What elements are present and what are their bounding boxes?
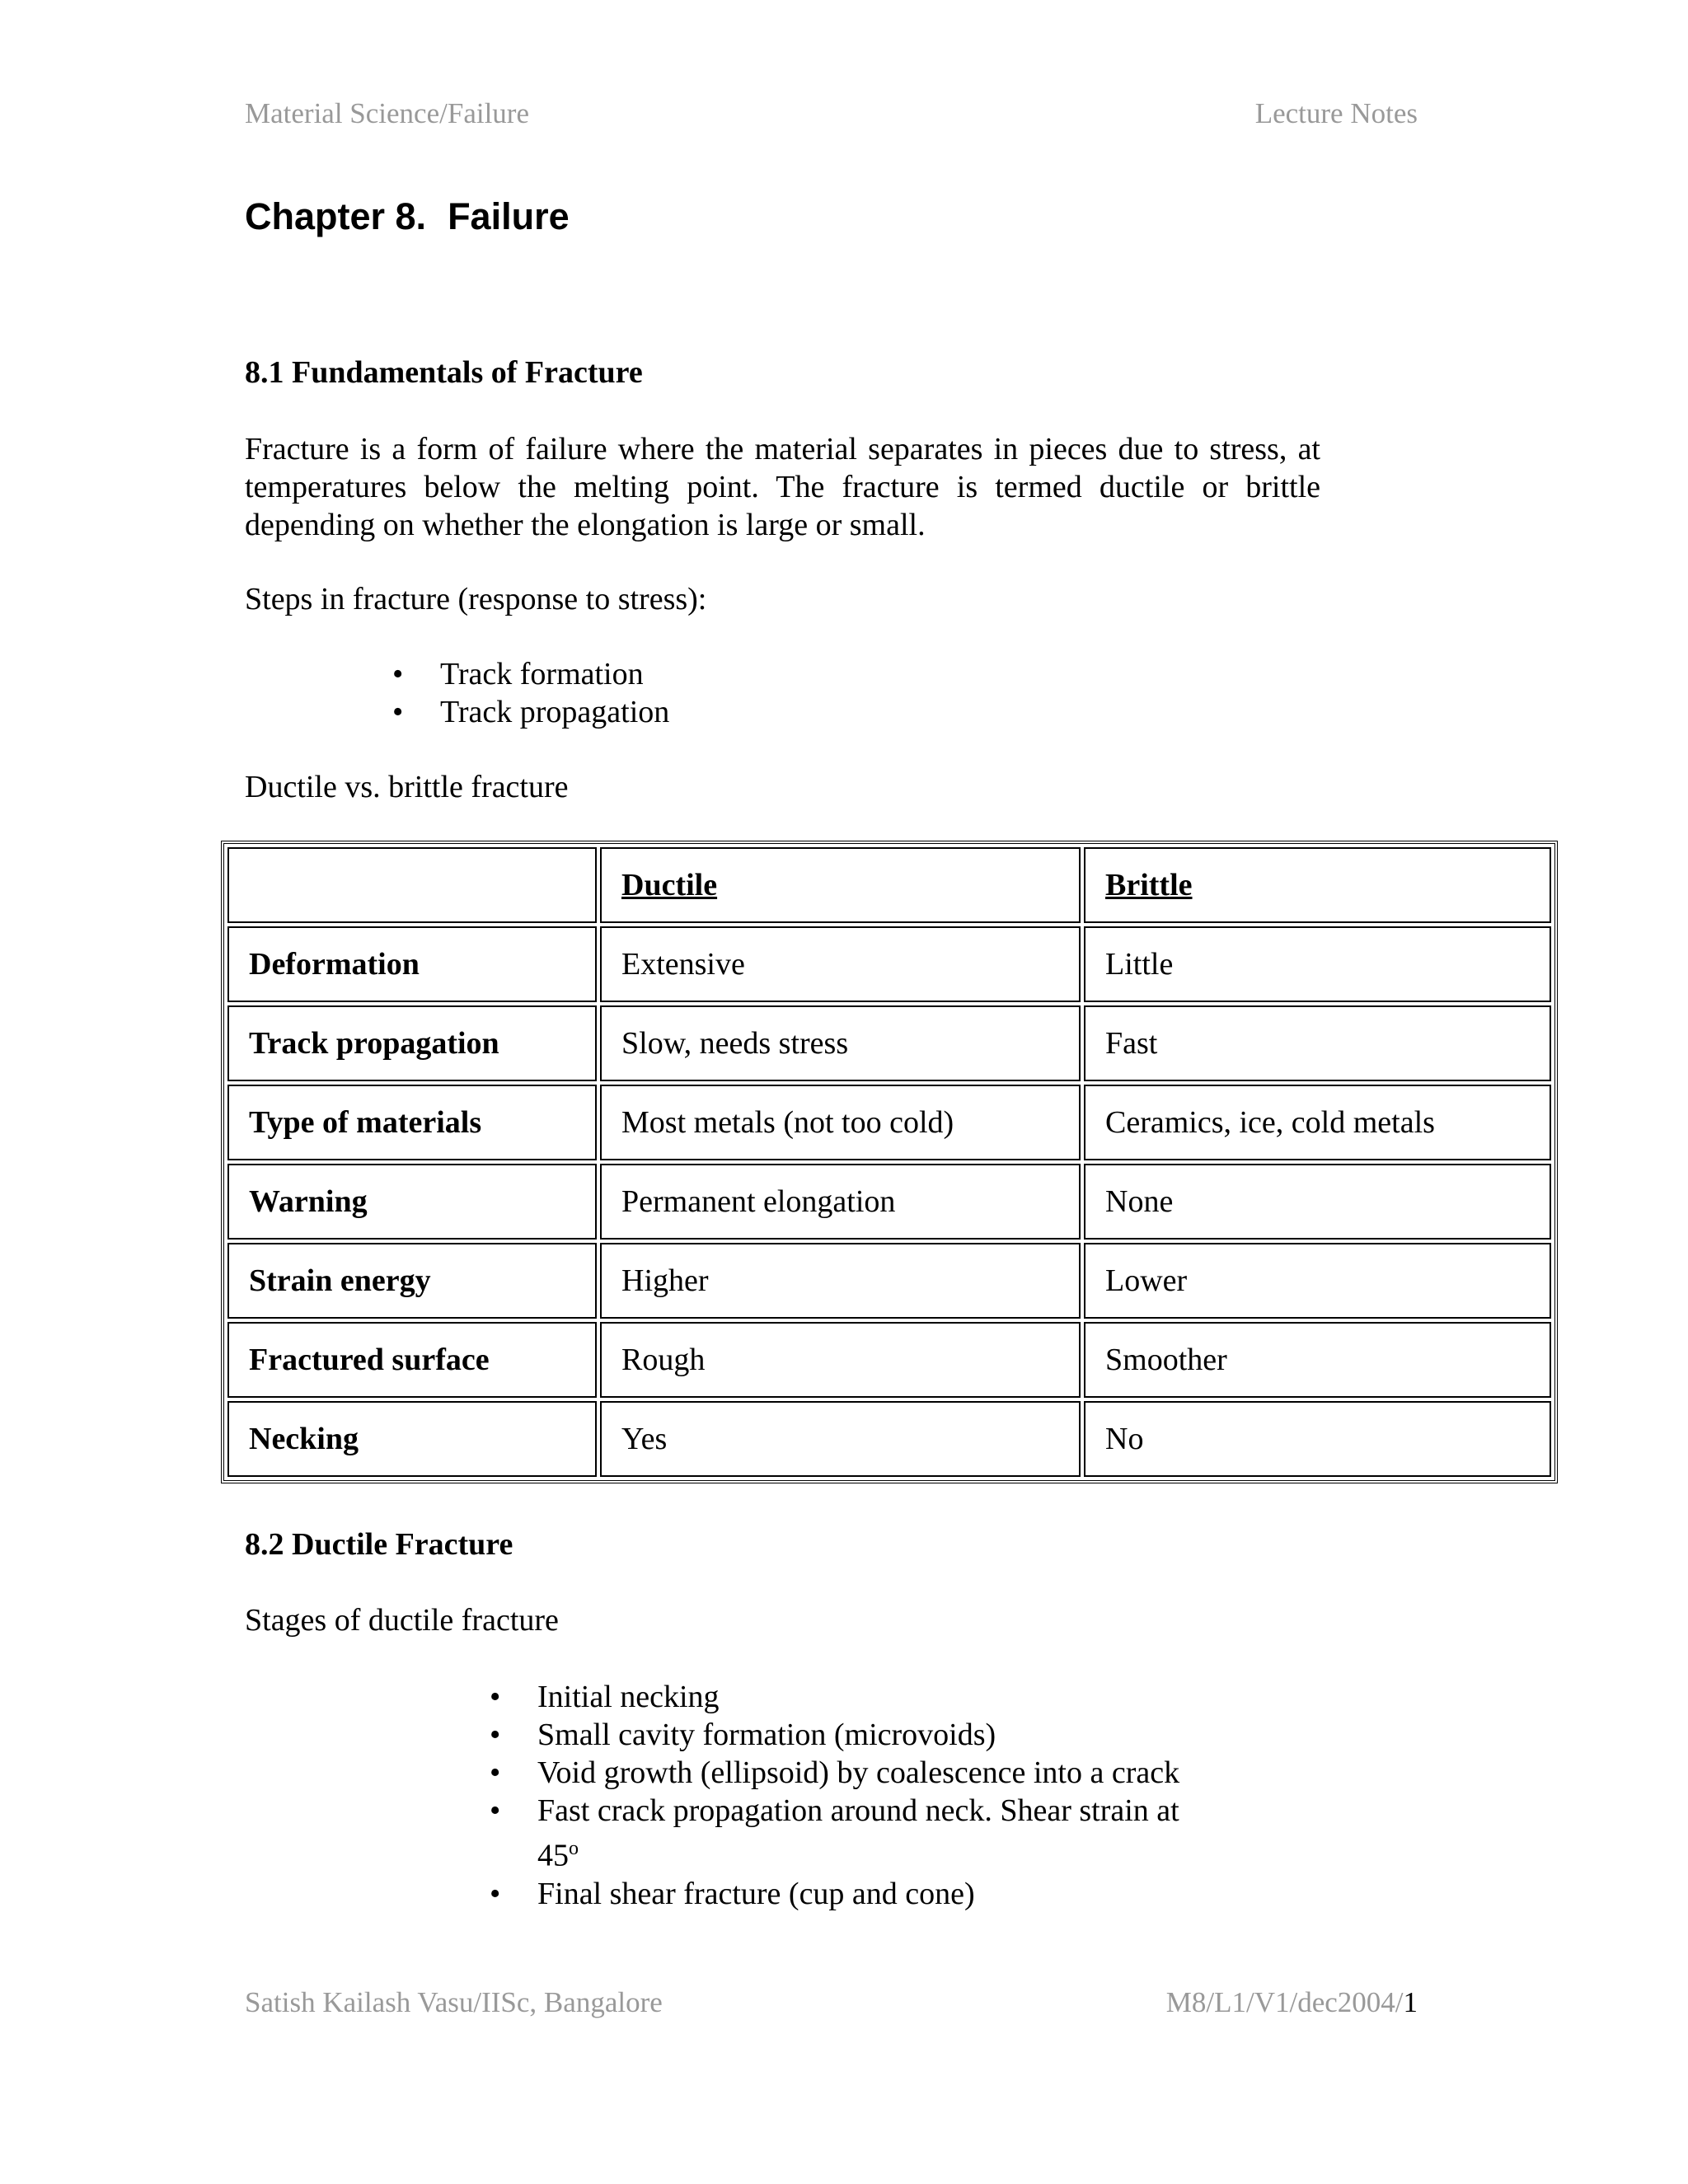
section-heading-8-2: 8.2 Ductile Fracture xyxy=(245,1527,513,1562)
table-cell: Fast xyxy=(1084,1005,1551,1081)
document-reference: M8/L1/V1/dec2004/ xyxy=(1165,1986,1404,2018)
table-row xyxy=(227,1243,1551,1319)
table-cell: Higher xyxy=(600,1243,1081,1319)
ductile-stages-list xyxy=(490,1678,1180,1913)
list-item-text: Void growth (ellipsoid) by coalescence into a crack xyxy=(537,1755,1180,1790)
table-cell: Extensive xyxy=(600,926,1081,1002)
list-item-text: Track formation xyxy=(440,657,644,691)
chapter-number: Chapter 8. xyxy=(245,195,427,237)
list-item xyxy=(490,1754,1180,1792)
table-header-cell: Brittle xyxy=(1084,847,1551,923)
paragraph-line: Fracture is a form of failure where the material separates in pieces due to stress, at xyxy=(245,432,1320,466)
bullet-icon: • xyxy=(490,1680,501,1714)
row-label: Deformation xyxy=(227,926,597,1002)
running-footer-left: Satish Kailash Vasu/IISc, Bangalore xyxy=(245,1986,663,2018)
table-cell: Most metals (not too cold) xyxy=(600,1085,1081,1160)
ductile-vs-brittle-table xyxy=(221,841,1558,1483)
bullet-icon: • xyxy=(392,695,404,729)
row-label: Necking xyxy=(227,1401,597,1477)
table-header-row xyxy=(227,847,1551,923)
section-heading-8-1: 8.1 Fundamentals of Fracture xyxy=(245,355,643,390)
chapter-name: Failure xyxy=(448,195,570,237)
running-header-left: Material Science/Failure xyxy=(245,97,529,129)
table-cell: Yes xyxy=(600,1401,1081,1477)
row-label: Strain energy xyxy=(227,1243,597,1319)
table-cell: No xyxy=(1084,1401,1551,1477)
degree-superscript: o xyxy=(569,1838,579,1859)
table-row xyxy=(227,1005,1551,1081)
page-number: 1 xyxy=(1403,1986,1418,2018)
table-cell: Slow, needs stress xyxy=(600,1005,1081,1081)
table-row xyxy=(227,1085,1551,1160)
table-intro: Ductile vs. brittle fracture xyxy=(245,770,569,804)
table-row xyxy=(227,1401,1551,1477)
table-cell: Lower xyxy=(1084,1243,1551,1319)
list-item-text: Track propagation xyxy=(440,695,670,729)
list-item-text: Final shear fracture (cup and cone) xyxy=(537,1876,975,1911)
paragraph-line: temperatures below the melting point. The fracture is termed ductile or brittle xyxy=(245,470,1320,504)
row-label: Fractured surface xyxy=(227,1322,597,1398)
table-cell: None xyxy=(1084,1164,1551,1240)
list-item-text: Initial necking xyxy=(537,1680,720,1714)
row-label: Track propagation xyxy=(227,1005,597,1081)
fracture-definition-paragraph xyxy=(245,430,1320,544)
list-item xyxy=(490,1792,1179,1875)
list-item xyxy=(490,1678,1179,1716)
table-row xyxy=(227,1164,1551,1240)
list-item xyxy=(490,1875,1179,1913)
list-item xyxy=(392,655,669,693)
bullet-icon: • xyxy=(490,1793,501,1828)
chapter-title xyxy=(245,195,570,238)
list-item xyxy=(392,693,670,731)
list-item-text: Small cavity formation (microvoids) xyxy=(537,1718,996,1752)
bullet-icon: • xyxy=(490,1718,501,1752)
row-label: Type of materials xyxy=(227,1085,597,1160)
list-item xyxy=(490,1716,1179,1754)
table-cell: Rough xyxy=(600,1322,1081,1398)
table-row xyxy=(227,1322,1551,1398)
bullet-icon: • xyxy=(490,1876,501,1911)
table-cell: Smoother xyxy=(1084,1322,1551,1398)
steps-intro: Steps in fracture (response to stress): xyxy=(245,582,707,616)
running-footer-right xyxy=(1166,1986,1418,2019)
stages-intro: Stages of ductile fracture xyxy=(245,1603,559,1638)
list-item-text: 45 xyxy=(537,1838,569,1873)
table-header-cell xyxy=(227,847,597,923)
running-header-right: Lecture Notes xyxy=(1254,97,1418,129)
table-row xyxy=(227,926,1551,1002)
bullet-icon: • xyxy=(490,1755,501,1790)
table-cell: Permanent elongation xyxy=(600,1164,1081,1240)
table-cell: Little xyxy=(1084,926,1551,1002)
table-header-cell: Ductile xyxy=(600,847,1081,923)
row-label: Warning xyxy=(227,1164,597,1240)
fracture-steps-list xyxy=(392,655,670,731)
paragraph-line: depending on whether the elongation is large or small. xyxy=(245,508,926,542)
table-cell: Ceramics, ice, cold metals xyxy=(1084,1085,1551,1160)
bullet-icon: • xyxy=(392,657,404,691)
list-item-text: Fast crack propagation around neck. Shear strain at xyxy=(537,1793,1179,1828)
